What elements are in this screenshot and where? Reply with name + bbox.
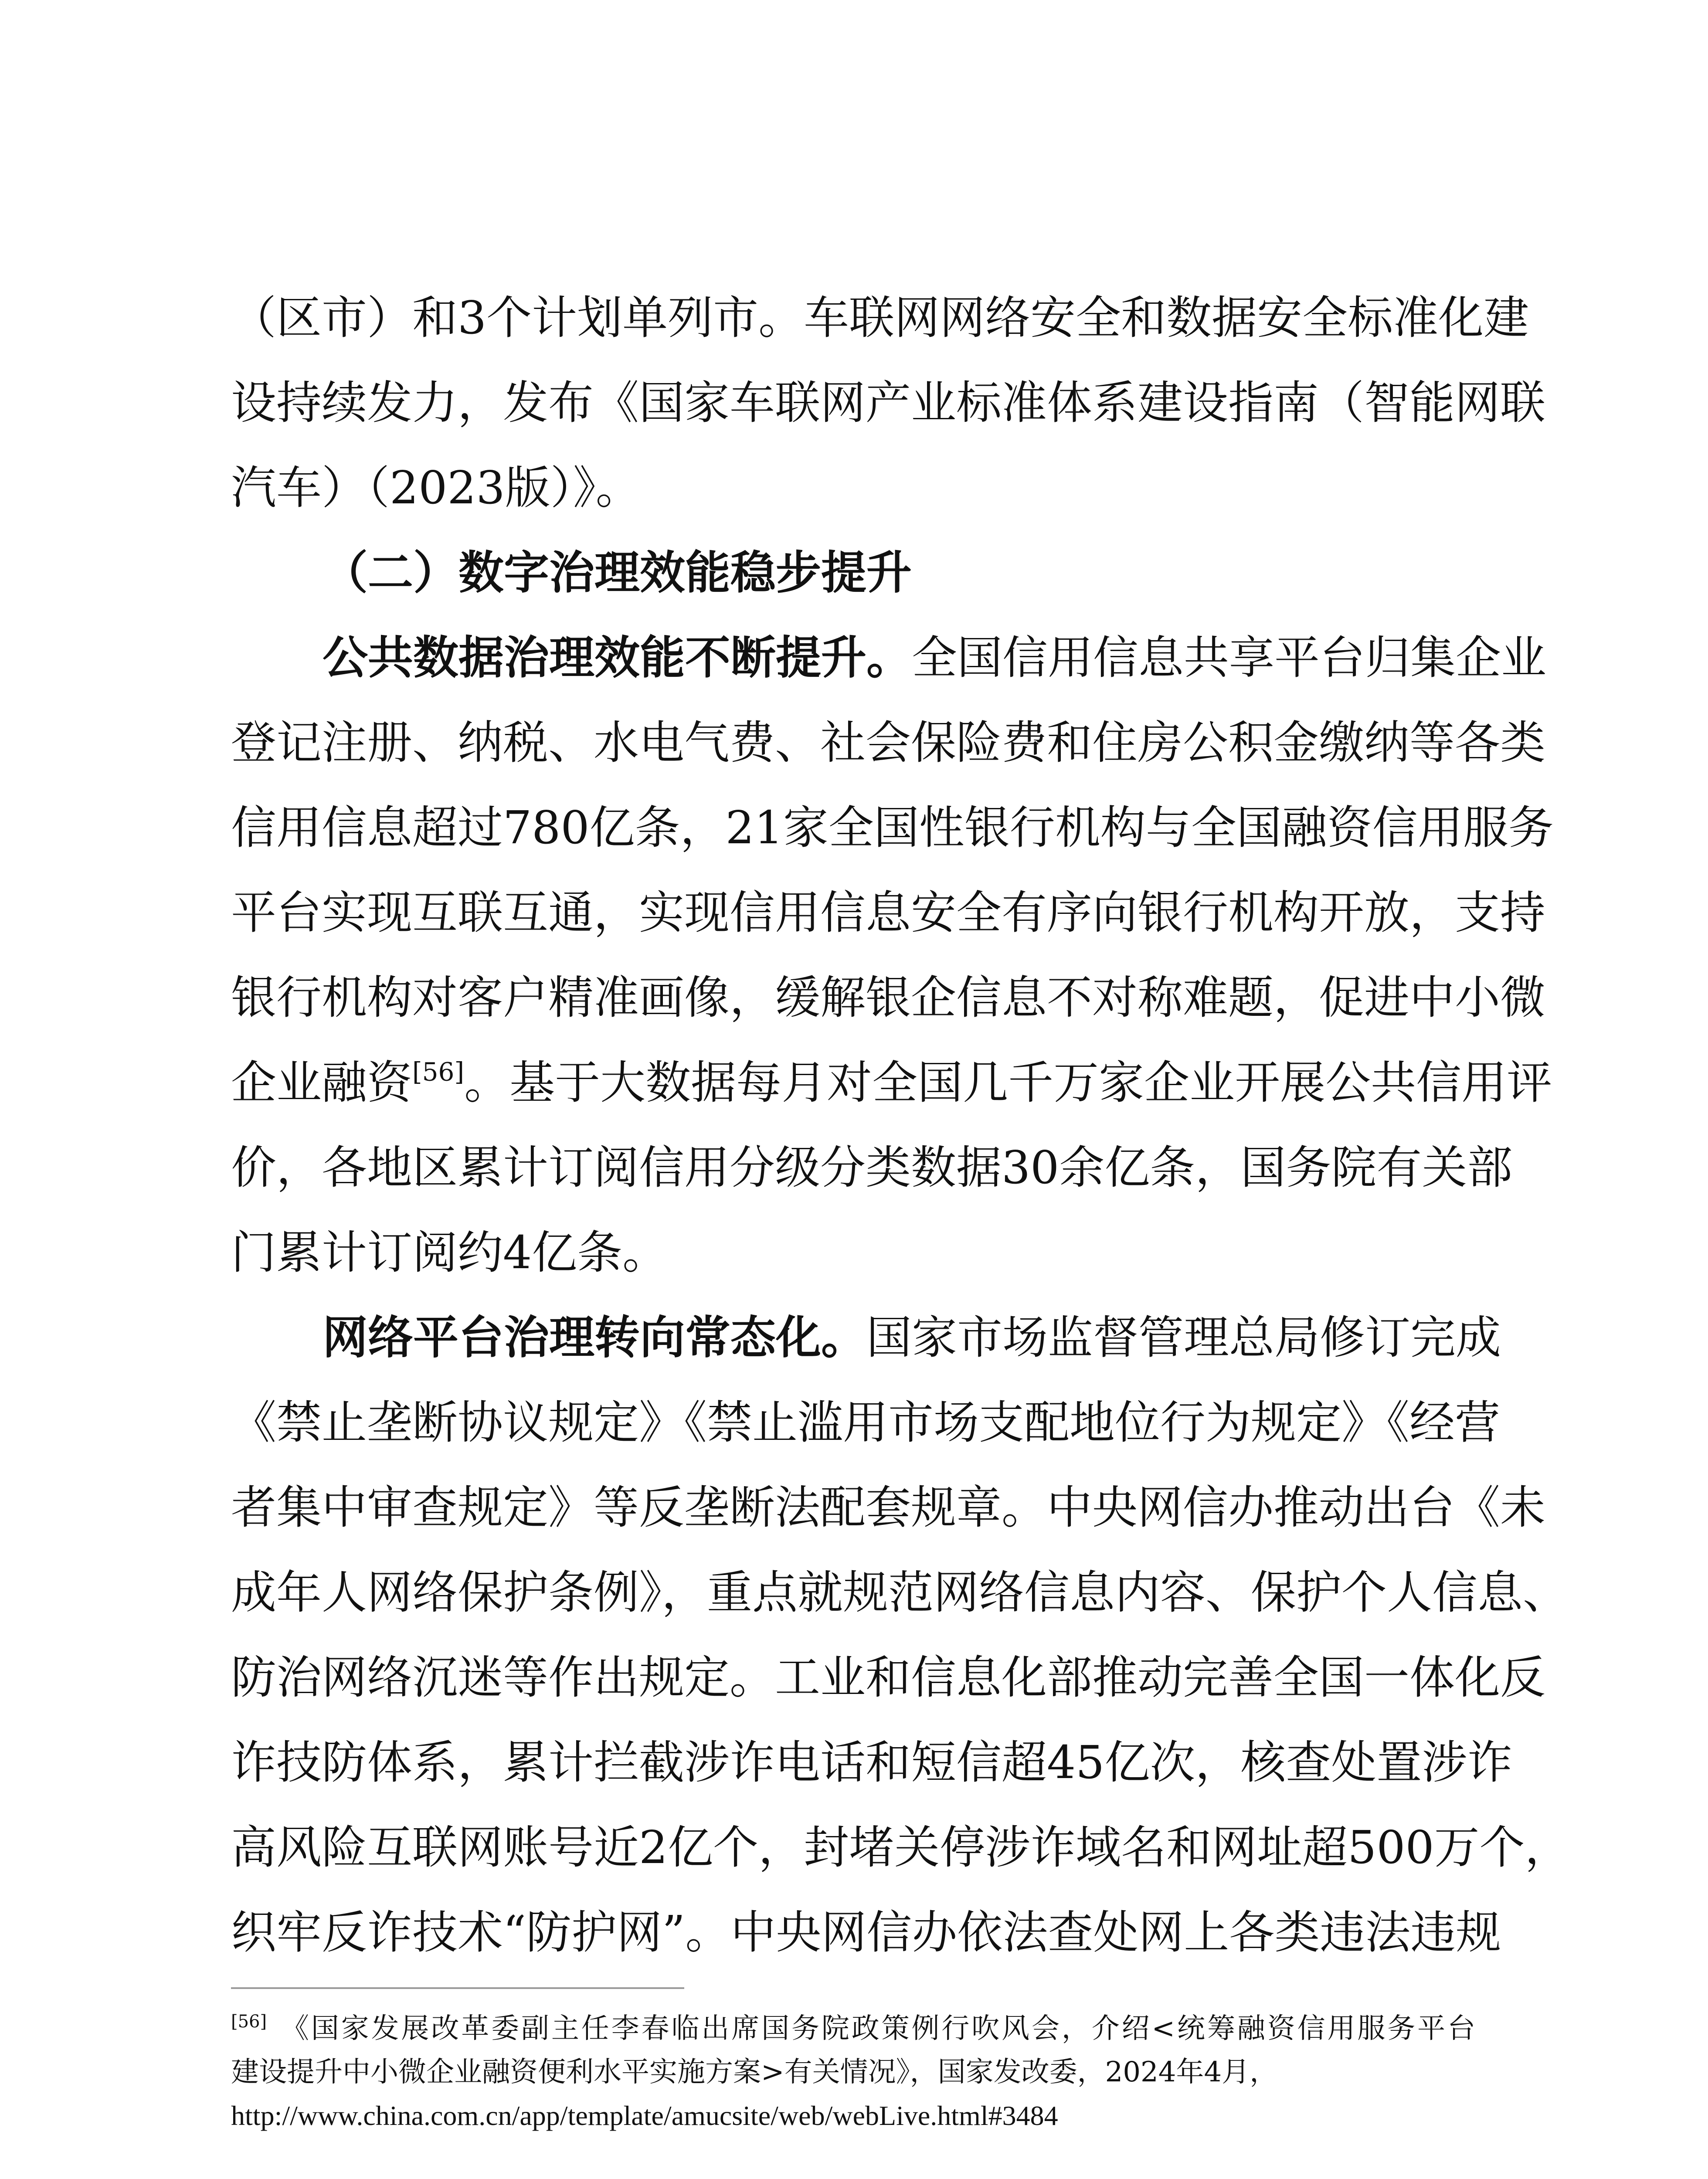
text-span: 国家市场监督管理总局修订完成: [866, 1311, 1501, 1364]
text-line: 设持续发力，发布《国家车联网产业标准体系建设指南（智能网联: [231, 376, 1546, 429]
text-line: 平台实现互联互通，实现信用信息安全有序向银行机构开放，支持: [231, 886, 1546, 939]
text-line: 成年人网络保护条例》，重点就规范网络信息内容、保护个人信息、: [231, 1566, 1569, 1619]
text-span: 企业融资: [231, 1056, 413, 1109]
text-line: [231, 1040, 1552, 1125]
footnote-line: [231, 2007, 1475, 2050]
text-span: 全国信用信息共享平台归集企业: [912, 631, 1547, 684]
paragraph-lead: 网络平台治理转向常态化。: [323, 1311, 867, 1364]
text-line: （区市）和3个计划单列市。车联网网络安全和数据安全标准化建: [231, 291, 1529, 344]
footnote-divider: [231, 1987, 684, 1989]
text-line: 织牢反诈技术“防护网”。中央网信办依法查处网上各类违法违规: [231, 1906, 1501, 1959]
footnote-text: 《国家发展改革委副主任李春临出席国务院政策例行吹风会，介绍<统筹融资信用服务平台: [279, 2013, 1475, 2045]
footnote-line: 建设提升中小微企业融资便利水平实施方案>有关情况》，国家发改委，2024年4月，: [231, 2056, 1278, 2088]
body-text: [231, 275, 1570, 1975]
text-line: 门累计订阅约4亿条。: [231, 1226, 668, 1279]
paragraph-first-line: [231, 1295, 1501, 1380]
text-line: 《禁止垄断协议规定》《禁止滥用市场支配地位行为规定》《经营: [231, 1396, 1501, 1449]
text-line: 防治网络沉迷等作出规定。工业和信息化部推动完善全国一体化反: [231, 1651, 1546, 1704]
text-line: 者集中审查规定》等反垄断法配套规章。中央网信办推动出台《未: [231, 1481, 1546, 1534]
footnote-reference[interactable]: [56]: [412, 1057, 465, 1087]
text-span: 。基于大数据每月对全国几千万家企业开展公共信用评: [464, 1056, 1552, 1109]
paragraph-first-line: [231, 615, 1547, 700]
text-line: 登记注册、纳税、水电气费、社会保险费和住房公积金缴纳等各类: [231, 716, 1546, 769]
text-line: 信用信息超过780亿条，21家全国性银行机构与全国融资信用服务: [231, 801, 1554, 854]
text-line: 高风险互联网账号近2亿个，封堵关停涉诈域名和网址超500万个，: [231, 1821, 1570, 1874]
footnote: [231, 2007, 1475, 2138]
footnote-marker: [56]: [231, 2012, 267, 2032]
footnote-url[interactable]: http://www.china.com.cn/app/template/amucsite/web/webLive.html#3484: [231, 2100, 1058, 2131]
text-line: 诈技防体系，累计拦截涉诈电话和短信超45亿次，核查处置涉诈: [231, 1736, 1513, 1789]
text-line: 汽车）（2023版）》。: [231, 461, 641, 514]
paragraph-lead: 公共数据治理效能不断提升。: [323, 631, 912, 684]
text-line: 价，各地区累计订阅信用分级分类数据30余亿条，国务院有关部: [231, 1141, 1513, 1194]
section-heading: （二）数字治理效能稳步提升: [323, 546, 912, 599]
text-line: 银行机构对客户精准画像，缓解银企信息不对称难题，促进中小微: [231, 971, 1546, 1024]
